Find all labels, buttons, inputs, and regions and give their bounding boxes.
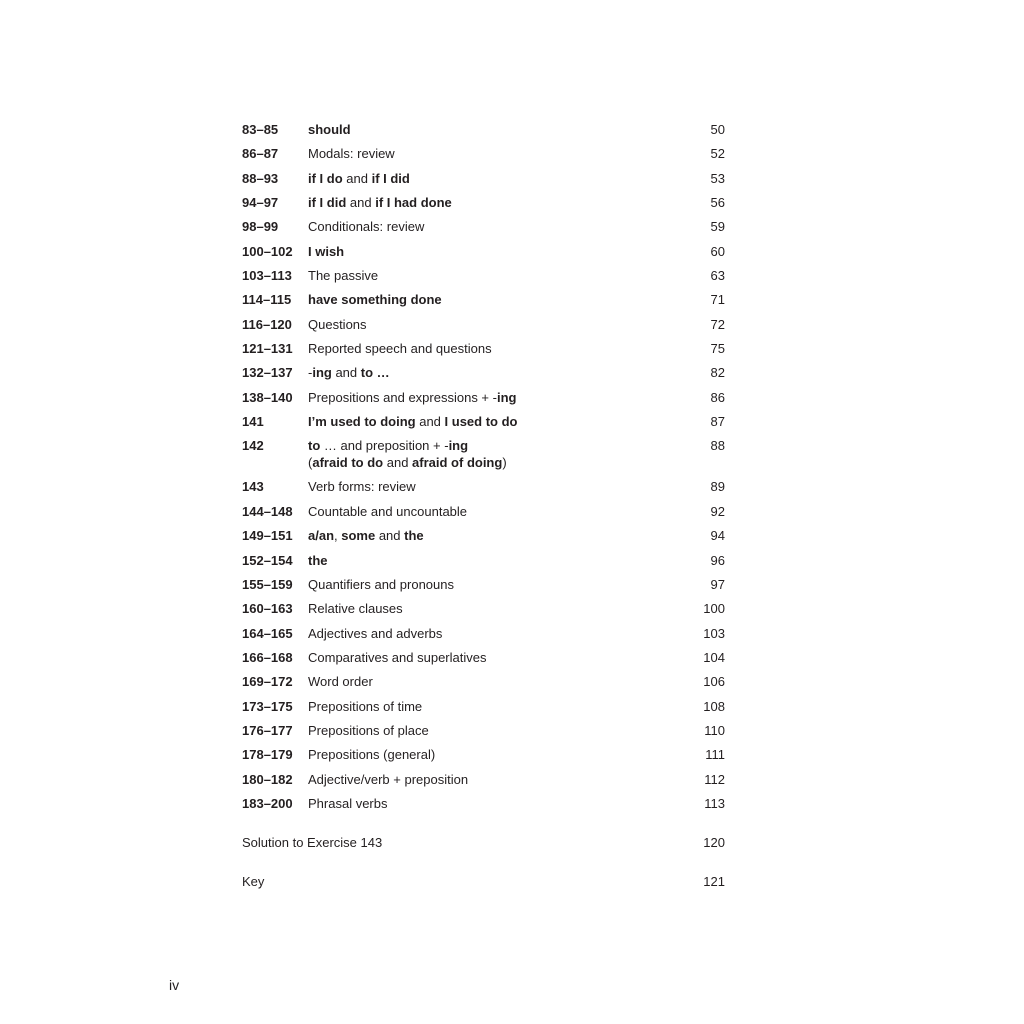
toc-row[interactable] [242,389,725,413]
toc-unit-range: 183–200 [242,795,293,811]
toc-row[interactable] [242,340,725,364]
toc-unit-range: 103–113 [242,268,292,284]
toc-row[interactable] [242,413,725,437]
toc-title-segment: and [375,528,405,544]
toc-title-segment: The passive [308,268,379,284]
toc-title-segment: and [415,414,445,430]
toc-title-segment: Quantifiers and pronouns [308,576,454,592]
toc-row[interactable] [242,649,725,673]
toc-title-segment: afraid to do [312,455,384,471]
toc-title-segment: to [308,438,321,454]
toc-title-segment: Prepositions of time [308,698,423,714]
toc-title [308,478,725,495]
toc-title [308,698,725,715]
toc-title-segment: the [308,552,328,568]
toc-title-segment: Prepositions and expressions + - [308,389,497,405]
toc-unit-range: 149–151 [242,528,293,544]
table-of-contents [242,121,725,897]
toc-title [308,722,725,739]
toc-title-segment: if I did [371,170,410,186]
toc-title [308,527,725,544]
toc-title [308,364,725,381]
toc-title-segment: and [331,365,361,381]
toc-title [308,437,725,471]
toc-title [308,121,725,138]
toc-unit-range: 86–87 [242,146,279,162]
toc-title-segment: Verb forms: review [308,479,416,495]
toc-page-number: 104 [703,649,725,665]
toc-page-number: 60 [710,243,725,259]
toc-page-number: 111 [705,747,725,763]
toc-page-number: 110 [704,722,725,738]
toc-unit-range: 141 [242,414,264,430]
toc-page-number: 63 [710,268,725,284]
toc-title-segment: … and preposition + - [320,438,449,454]
toc-title-segment: and [383,455,413,471]
toc-title-segment: should [308,122,351,137]
toc-title-segment: ing [496,389,517,405]
toc-title-segment: ing [312,365,332,381]
toc-row[interactable] [242,698,725,722]
toc-title-segment: and [342,170,372,186]
toc-page-number: 75 [710,341,725,357]
toc-title [308,503,725,520]
toc-title-segment: Conditionals: review [308,219,425,235]
toc-unit-range: 173–175 [242,698,293,714]
toc-unit-range: 176–177 [242,722,293,738]
toc-unit-range: 178–179 [242,747,293,763]
toc-page-number: 59 [710,219,725,235]
toc-title-segment: the [404,528,424,544]
toc-title-segment: and [346,195,376,211]
toc-title [308,170,725,187]
toc-page-number: 88 [710,438,725,454]
toc-row[interactable] [242,291,725,315]
toc-page-number: 72 [710,316,725,332]
toc-extra-page: 121 [703,874,725,890]
toc-title-segment: Reported speech and questions [308,341,492,357]
toc-title [308,649,725,666]
toc-title-segment: Prepositions (general) [308,747,436,763]
toc-unit-range: 83–85 [242,122,279,137]
toc-page-number: 82 [710,365,725,381]
toc-title-segment: I’m used to doing [308,414,416,430]
toc-page-number: 56 [710,195,725,211]
toc-unit-range: 138–140 [242,389,293,405]
toc-title-segment: afraid of doing [412,455,503,471]
toc-row[interactable] [242,795,725,819]
toc-title [308,552,725,569]
toc-page-number: 108 [703,698,725,714]
toc-extra-key[interactable] [242,873,725,897]
toc-title-segment: - [308,365,313,381]
toc-row[interactable] [242,527,725,551]
toc-title-segment: to … [360,365,390,381]
toc-title-segment: I wish [308,243,345,259]
toc-row[interactable] [242,194,725,218]
spacer [242,819,725,834]
toc-title [308,267,725,284]
toc-title-segment: ) [502,455,507,471]
toc-unit-range: 88–93 [242,170,279,186]
toc-row[interactable] [242,218,725,242]
toc-title-segment: if I do [308,170,343,186]
toc-row[interactable] [242,243,725,267]
toc-title-segment: if I had done [375,195,452,211]
toc-row[interactable] [242,478,725,502]
toc-row[interactable] [242,673,725,697]
toc-extra-solution[interactable] [242,834,725,858]
toc-unit-range: 155–159 [242,576,293,592]
toc-rows [242,121,725,819]
toc-page-number: 106 [703,674,725,690]
toc-title [308,576,725,593]
toc-row[interactable] [242,170,725,194]
toc-row[interactable] [242,503,725,527]
toc-unit-range: 116–120 [242,316,292,332]
toc-page-number: 97 [710,576,725,592]
toc-page-number: 86 [710,389,725,405]
toc-row[interactable] [242,437,725,478]
toc-title [308,194,725,211]
toc-title [308,218,725,235]
toc-unit-range: 144–148 [242,503,293,519]
toc-title-segment: ( [308,455,313,471]
toc-row[interactable] [242,576,725,600]
toc-title-segment: some [341,528,376,544]
toc-page-number: 89 [710,479,725,495]
toc-row[interactable] [242,722,725,746]
toc-title [308,673,725,690]
toc-unit-range: 98–99 [242,219,279,235]
toc-unit-range: 160–163 [242,601,293,617]
toc-title-segment: Relative clauses [308,601,403,617]
toc-unit-range: 152–154 [242,552,293,568]
toc-page-number: 112 [704,771,725,787]
toc-row[interactable] [242,316,725,340]
toc-unit-range: 143 [242,479,264,495]
toc-unit-range: 169–172 [242,674,293,690]
toc-title-segment: Word order [308,674,373,690]
toc-row[interactable] [242,267,725,291]
toc-row[interactable] [242,746,725,770]
toc-title-segment: Questions [308,316,367,332]
toc-title [308,291,725,308]
toc-page-number: 52 [710,146,725,162]
spacer [242,858,725,873]
toc-row[interactable] [242,121,725,145]
toc-unit-range: 142 [242,438,264,454]
toc-row[interactable] [242,364,725,388]
toc-title-segment: Adjective/verb + preposition [308,771,469,787]
toc-title-segment: a/an [308,528,335,544]
toc-page-number: 87 [710,414,725,430]
toc-row[interactable] [242,552,725,576]
toc-unit-range: 100–102 [242,243,293,259]
toc-title-segment: Modals: review [308,146,395,162]
toc-title-segment: have something done [308,292,442,308]
toc-title-segment: I used to do [444,414,518,430]
toc-title-segment: Comparatives and superlatives [308,649,487,665]
toc-title [308,316,725,333]
toc-row[interactable] [242,600,725,624]
toc-title [308,795,725,812]
toc-page-number: 96 [710,552,725,568]
toc-title [308,243,725,260]
toc-title-segment: Adjectives and adverbs [308,625,443,641]
toc-extra-label: Solution to Exercise 143 [242,835,383,851]
toc-row[interactable] [242,145,725,169]
toc-extra-label: Key [242,874,265,890]
toc-title [308,145,725,162]
toc-title [308,746,725,763]
toc-title [308,625,725,642]
toc-title [308,340,725,357]
toc-title [308,600,725,617]
toc-unit-range: 94–97 [242,195,279,211]
toc-page-number: 50 [710,122,725,137]
toc-title-segment: Phrasal verbs [308,795,388,811]
toc-title [308,771,725,788]
toc-title-segment: ing [448,438,469,454]
toc-unit-range: 164–165 [242,625,293,641]
toc-title-segment: Prepositions of place [308,722,429,738]
toc-page-number: 53 [710,170,725,186]
toc-page-number: 100 [703,601,725,617]
toc-title-segment: if I did [308,195,347,211]
toc-title-segment: Countable and uncountable [308,503,468,519]
toc-page-number: 113 [704,795,725,811]
toc-title [308,413,725,430]
page-folio: iv [169,977,180,993]
toc-unit-range: 114–115 [242,292,292,308]
toc-page-number: 92 [710,503,725,519]
toc-unit-range: 180–182 [242,771,293,787]
toc-page-number: 94 [710,528,725,544]
toc-page-number: 71 [710,292,725,308]
toc-extra-page: 120 [703,835,725,851]
toc-unit-range: 166–168 [242,649,293,665]
toc-unit-range: 132–137 [242,365,293,381]
toc-title-segment: , [334,528,342,544]
toc-unit-range: 121–131 [242,341,293,357]
toc-page-number: 103 [703,625,725,641]
toc-row[interactable] [242,771,725,795]
toc-row[interactable] [242,625,725,649]
toc-title [308,389,725,406]
